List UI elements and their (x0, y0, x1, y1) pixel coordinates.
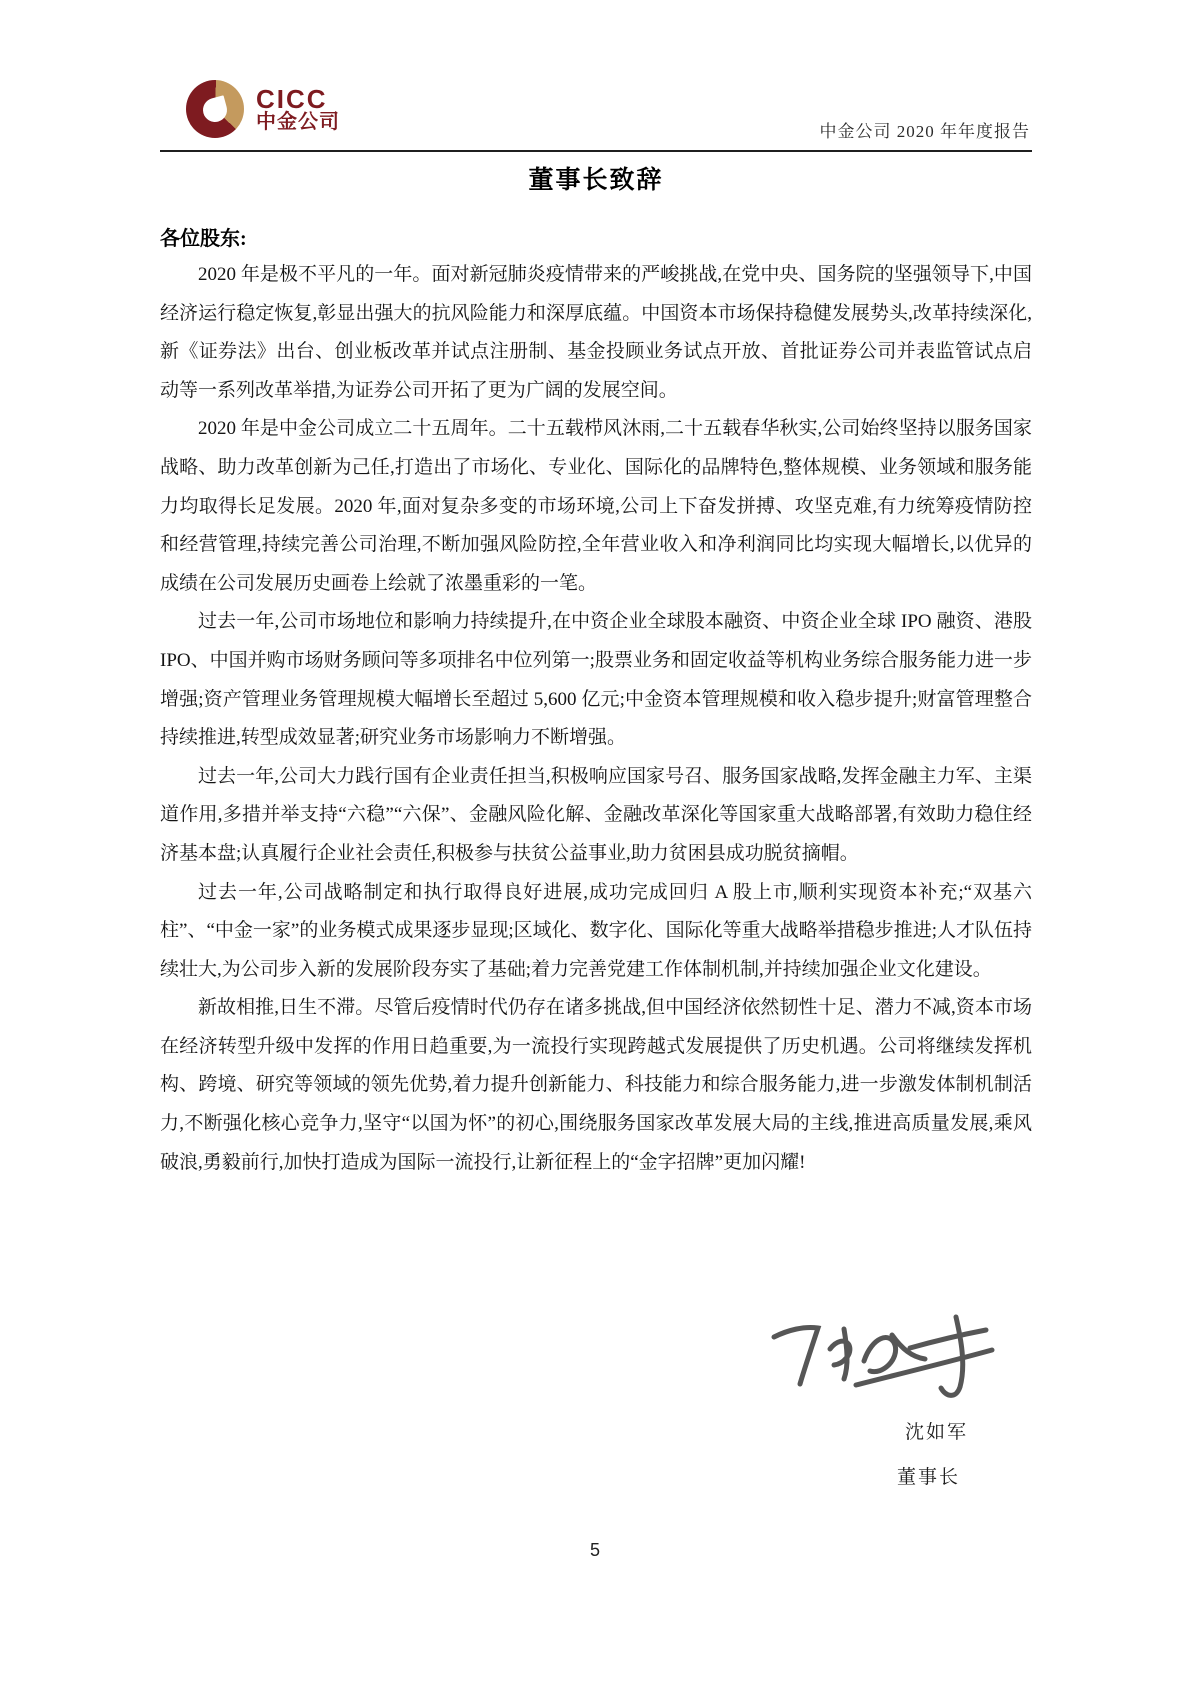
letter-text (160, 256, 1032, 1182)
logo-text (256, 83, 340, 134)
cicc-logo (186, 80, 340, 138)
logo-brand-zh: 中金公司 (256, 111, 340, 134)
signer-name: 沈如军 (905, 1422, 969, 1443)
cicc-ring-logo-icon (186, 80, 244, 138)
signature-block (740, 1295, 1030, 1505)
salutation: 各位股东: (160, 228, 247, 250)
document-body (160, 160, 1032, 1182)
paragraph: 2020 年是中金公司成立二十五周年。二十五载栉风沐雨,二十五载春华秋实,公司始终坚持以服务国家战略、助力改革创新为己任,打造出了市场化、专业化、国际化的品牌特色,整体规模、业务领域和服务能力均取得长足发展。2020 年,面对复杂多变的市场环境,公司上下奋发拼搏、攻坚克难,有力统筹疫情防控和经营管理,持续完善公司治理,不断加强风险防控,全年营业收入和净利润同比均实现大幅增长,以优异的成绩在公司发展历史画卷上绘就了浓墨重彩的一笔。 (160, 418, 1032, 594)
paragraph: 2020 年是极不平凡的一年。面对新冠肺炎疫情带来的严峻挑战,在党中央、国务院的坚强领导下,中国经济运行稳定恢复,彰显出强大的抗风险能力和深厚底蕴。中国资本市场保持稳健发展势头,改革持续深化,新《证券法》出台、创业板改革并试点注册制、基金投顾业务试点开放、首批证券公司并表监管试点启动等一系列改革举措,为证券公司开拓了更为广阔的发展空间。 (160, 264, 1032, 401)
paragraph: 过去一年,公司大力践行国有企业责任担当,积极响应国家号召、服务国家战略,发挥金融主力军、主渠道作用,多措并举支持“六稳”“六保”、金融风险化解、金融改革深化等国家重大战略部署,有效助力稳住经济基本盘;认真履行企业社会责任,积极参与扶贫公益事业,助力贫困县成功脱贫摘帽。 (160, 765, 1032, 864)
paragraph: 过去一年,公司战略制定和执行取得良好进展,成功完成回归 A 股上市,顺利实现资本补充;“双基六柱”、“中金一家”的业务模式成果逐步显现;区域化、数字化、国际化等重大战略举措稳步推进;人才队伍持续壮大,为公司步入新的发展阶段夯实了基础;着力完善党建工作体制机制,并持续加强企业文化建设。 (160, 881, 1032, 980)
paragraph: 过去一年,公司市场地位和影响力持续提升,在中资企业全球股本融资、中资企业全球 IPO 融资、港股 IPO、中国并购市场财务顾问等多项排名中位列第一;股票业务和固定收益等机构业务综合服务能力进一步增强;资产管理业务管理规模大幅增长至超过 5,600 亿元;中金资本管理规模和收入稳步提升;财富管理整合持续推进,转型成效显著;研究业务市场影响力不断增强。 (160, 611, 1032, 749)
logo-brand-en: CICC (256, 83, 328, 114)
report-header-label: 中金公司 2020 年年度报告 (819, 122, 1030, 141)
signer-role: 董事长 (897, 1467, 961, 1488)
handwritten-signature-icon (760, 1305, 1000, 1415)
page-number: 5 (589, 1540, 600, 1560)
page-header (160, 70, 1030, 152)
page-title: 董事长致辞 (528, 167, 664, 194)
paragraph: 新故相推,日生不滞。尽管后疫情时代仍存在诸多挑战,但中国经济依然韧性十足、潜力不减,资本市场在经济转型升级中发挥的作用日趋重要,为一流投行实现跨越式发展提供了历史机遇。公司将继续发挥机构、跨境、研究等领域的领先优势,着力提升创新能力、科技能力和综合服务能力,进一步激发体制机制活力,不断强化核心竞争力,坚守“以国为怀”的初心,围绕服务国家改革发展大局的主线,推进高质量发展,乘风破浪,勇毅前行,加快打造成为国际一流投行,让新征程上的“金字招牌”更加闪耀! (160, 997, 1032, 1173)
header-divider (160, 150, 1032, 152)
